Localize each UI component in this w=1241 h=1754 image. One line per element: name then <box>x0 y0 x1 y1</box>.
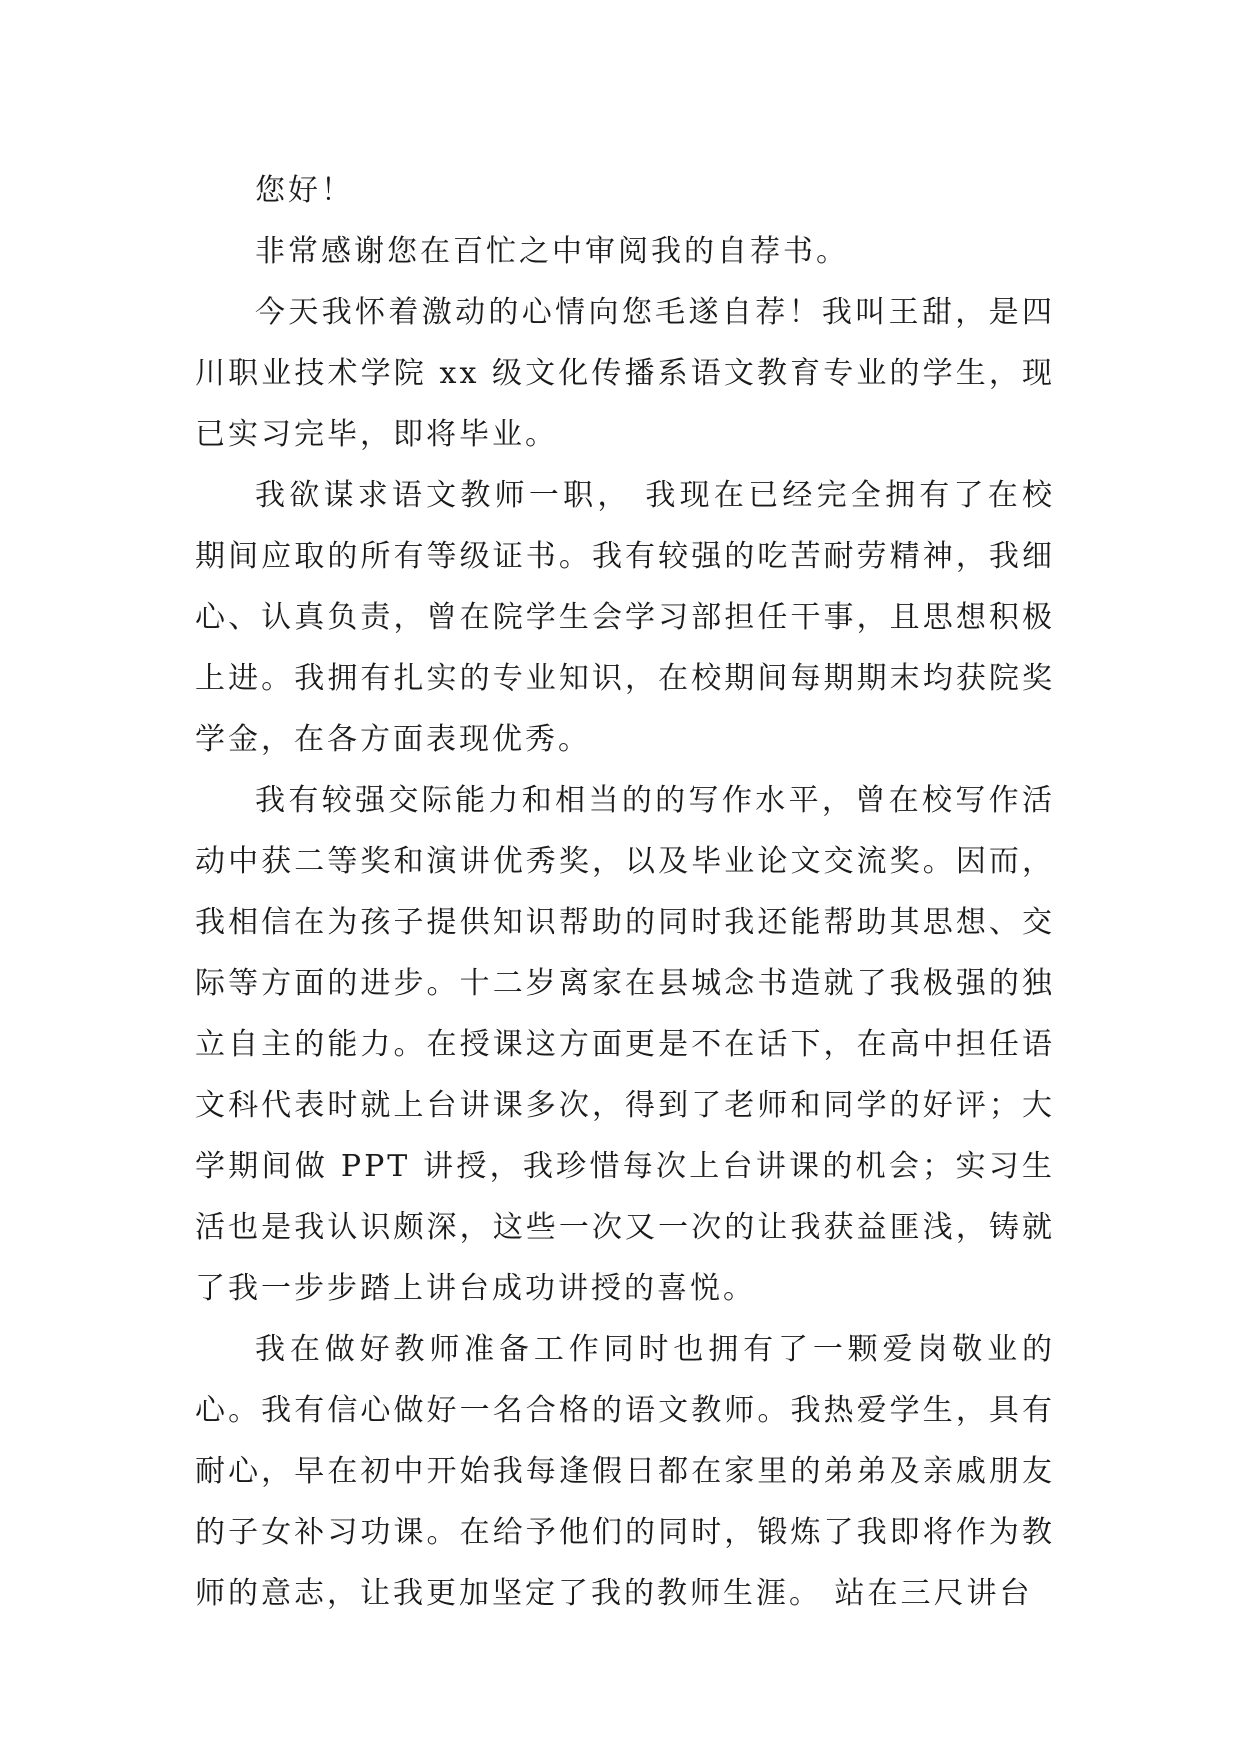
paragraph-introduction: 今天我怀着激动的心情向您毛遂自荐！我叫王甜，是四川职业技术学院 xx 级文化传播系语文教育专业的学生，现已实习完毕，即将毕业。 <box>195 295 1055 452</box>
paragraph-dedication: 我在做好教师准备工作同时也拥有了一颗爱岗敬业的心。我有信心做好一名合格的语文教师。我热爱学生，具有耐心，早在初中开始我每逢假日都在家里的弟弟及亲戚朋友的子女补习功课。在给予他们的同时，锻炼了我即将作为教师的意志，让我更加坚定了我的教师生涯。 站在三尺讲台 <box>195 1332 1055 1611</box>
paragraph-abilities: 我有较强交际能力和相当的的写作水平，曾在校写作活动中获二等奖和演讲优秀奖，以及毕业论文交流奖。因而，我相信在为孩子提供知识帮助的同时我还能帮助其思想、交际等方面的进步。十二岁离家在县城念书造就了我极强的独立自主的能力。在授课这方面更是不在话下，在高中担任语文科代表时就上台讲课多次，得到了老师和同学的好评；大学期间做 PPT 讲授，我珍惜每次上台讲课的机会；实习生活也是我认识颇深，这些一次又一次的让我获益匪浅，铸就了我一步步踏上讲台成功讲授的喜悦。 <box>195 783 1055 1306</box>
greeting-line: 您好！ <box>255 173 354 208</box>
paragraph-qualifications: 我欲谋求语文教师一职， 我现在已经完全拥有了在校期间应取的所有等级证书。我有较强的吃苦耐劳精神，我细心、认真负责，曾在院学生会学习部担任干事，且思想积极上进。我拥有扎实的专业知识，在校期间每期期末均获院奖学金，在各方面表现优秀。 <box>195 478 1055 757</box>
paragraph-thanks: 非常感谢您在百忙之中审阅我的自荐书。 <box>255 234 849 269</box>
letter-body <box>195 160 1055 1624</box>
